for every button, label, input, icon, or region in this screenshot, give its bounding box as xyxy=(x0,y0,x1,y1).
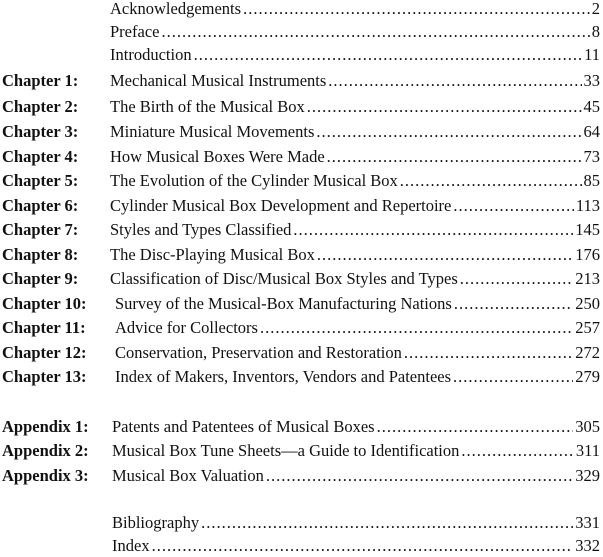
entry-title: Musical Box Tune Sheets—a Guide to Identification xyxy=(112,441,460,460)
toc-entry-index xyxy=(0,535,603,557)
dot-leader xyxy=(307,96,582,118)
page-number: 33 xyxy=(583,71,600,90)
entry-title: Preface xyxy=(110,22,160,41)
toc-entry-chapter-5 xyxy=(0,170,603,192)
page-number: 250 xyxy=(575,294,600,313)
dot-leader xyxy=(460,268,573,290)
toc-entry-appendix-3 xyxy=(0,465,603,487)
toc-entry-chapter-6 xyxy=(0,195,603,217)
dot-leader xyxy=(243,0,590,20)
toc-entry-chapter-1 xyxy=(0,70,603,92)
entry-title: Index xyxy=(112,536,150,555)
toc-entry-chapter-8 xyxy=(0,244,603,266)
entry-title: Miniature Musical Movements xyxy=(110,122,315,141)
chapter-label: Chapter 6: xyxy=(2,196,79,215)
page-number: 8 xyxy=(591,22,600,41)
entry-title: Mechanical Musical Instruments xyxy=(110,71,327,90)
toc-entry-chapter-11 xyxy=(0,317,603,339)
entry-title: Advice for Collectors xyxy=(115,318,258,337)
page-number: 331 xyxy=(575,513,600,532)
chapter-label: Chapter 12: xyxy=(2,343,87,362)
toc-entry-chapter-3 xyxy=(0,121,603,143)
toc-entry-chapter-10 xyxy=(0,293,603,315)
page-number: 64 xyxy=(583,122,600,141)
page-number: 2 xyxy=(591,0,600,18)
appendix-label: Appendix 2: xyxy=(2,441,89,460)
page-number: 329 xyxy=(575,466,600,485)
page-number: 213 xyxy=(575,269,600,288)
chapter-label: Chapter 2: xyxy=(2,97,79,116)
toc-entry-chapter-7 xyxy=(0,219,603,241)
page-number: 311 xyxy=(575,441,600,460)
chapter-label: Chapter 1: xyxy=(2,71,79,90)
chapter-label: Chapter 13: xyxy=(2,367,87,386)
dot-leader xyxy=(266,465,573,487)
entry-title: How Musical Boxes Were Made xyxy=(110,147,325,166)
entry-title: Index of Makers, Inventors, Vendors and Patentees xyxy=(115,367,452,386)
page-number: 279 xyxy=(575,367,600,386)
dot-leader xyxy=(161,21,589,43)
page-number: 45 xyxy=(583,97,600,116)
page-number: 11 xyxy=(584,45,600,64)
chapter-label: Chapter 10: xyxy=(2,294,87,313)
page-number: 73 xyxy=(583,147,600,166)
dot-leader xyxy=(454,293,573,315)
dot-leader xyxy=(400,170,582,192)
page-number: 85 xyxy=(583,171,600,190)
dot-leader xyxy=(404,342,573,364)
chapter-label: Chapter 3: xyxy=(2,122,79,141)
toc-entry-appendix-1 xyxy=(0,416,603,438)
chapter-label: Chapter 8: xyxy=(2,245,79,264)
chapter-label: Chapter 7: xyxy=(2,220,79,239)
dot-leader xyxy=(328,70,581,92)
dot-leader xyxy=(453,195,573,217)
toc-entry-chapter-4 xyxy=(0,146,603,168)
entry-title: Bibliography xyxy=(112,513,200,532)
page-number: 305 xyxy=(575,417,600,436)
entry-title: Acknowledgements xyxy=(110,0,242,18)
dot-leader xyxy=(453,366,573,388)
toc-entry-introduction xyxy=(0,44,603,66)
entry-title: Introduction xyxy=(110,45,192,64)
dot-leader xyxy=(293,219,573,241)
entry-title: The Evolution of the Cylinder Musical Box xyxy=(110,171,398,190)
dot-leader xyxy=(317,244,573,266)
appendix-label: Appendix 3: xyxy=(2,466,89,485)
entry-title: Patents and Patentees of Musical Boxes xyxy=(112,417,375,436)
entry-title: Survey of the Musical-Box Manufacturing Nations xyxy=(115,294,452,313)
dot-leader xyxy=(316,121,581,143)
toc-entry-appendix-2 xyxy=(0,440,603,462)
dot-leader xyxy=(201,512,573,534)
entry-title: Conservation, Preservation and Restoration xyxy=(115,343,402,362)
dot-leader xyxy=(194,44,583,66)
page-number: 145 xyxy=(575,220,600,239)
page-number: 272 xyxy=(575,343,600,362)
toc-entry-bibliography xyxy=(0,512,603,534)
toc-entry-chapter-13 xyxy=(0,366,603,388)
appendix-label: Appendix 1: xyxy=(2,417,89,436)
dot-leader xyxy=(152,535,574,557)
entry-title: The Disc-Playing Musical Box xyxy=(110,245,315,264)
entry-title: The Birth of the Musical Box xyxy=(110,97,305,116)
entry-title: Musical Box Valuation xyxy=(112,466,264,485)
toc-entry-chapter-9 xyxy=(0,268,603,290)
page-number: 176 xyxy=(575,245,600,264)
toc-entry-preface xyxy=(0,21,603,43)
dot-leader xyxy=(260,317,573,339)
toc-entry-acknowledgements xyxy=(0,0,603,20)
dot-leader xyxy=(377,416,574,438)
chapter-label: Chapter 11: xyxy=(2,318,86,337)
page-number: 257 xyxy=(575,318,600,337)
entry-title: Cylinder Musical Box Development and Repertoire xyxy=(110,196,452,215)
dot-leader xyxy=(327,146,582,168)
toc-entry-chapter-2 xyxy=(0,96,603,118)
toc-entry-chapter-12 xyxy=(0,342,603,364)
entry-title: Classification of Disc/Musical Box Styles and Types xyxy=(110,269,458,288)
chapter-label: Chapter 4: xyxy=(2,147,79,166)
page-number: 113 xyxy=(575,196,600,215)
dot-leader xyxy=(461,440,573,462)
entry-title: Styles and Types Classified xyxy=(110,220,292,239)
chapter-label: Chapter 5: xyxy=(2,171,79,190)
chapter-label: Chapter 9: xyxy=(2,269,79,288)
page-number: 332 xyxy=(575,536,600,555)
